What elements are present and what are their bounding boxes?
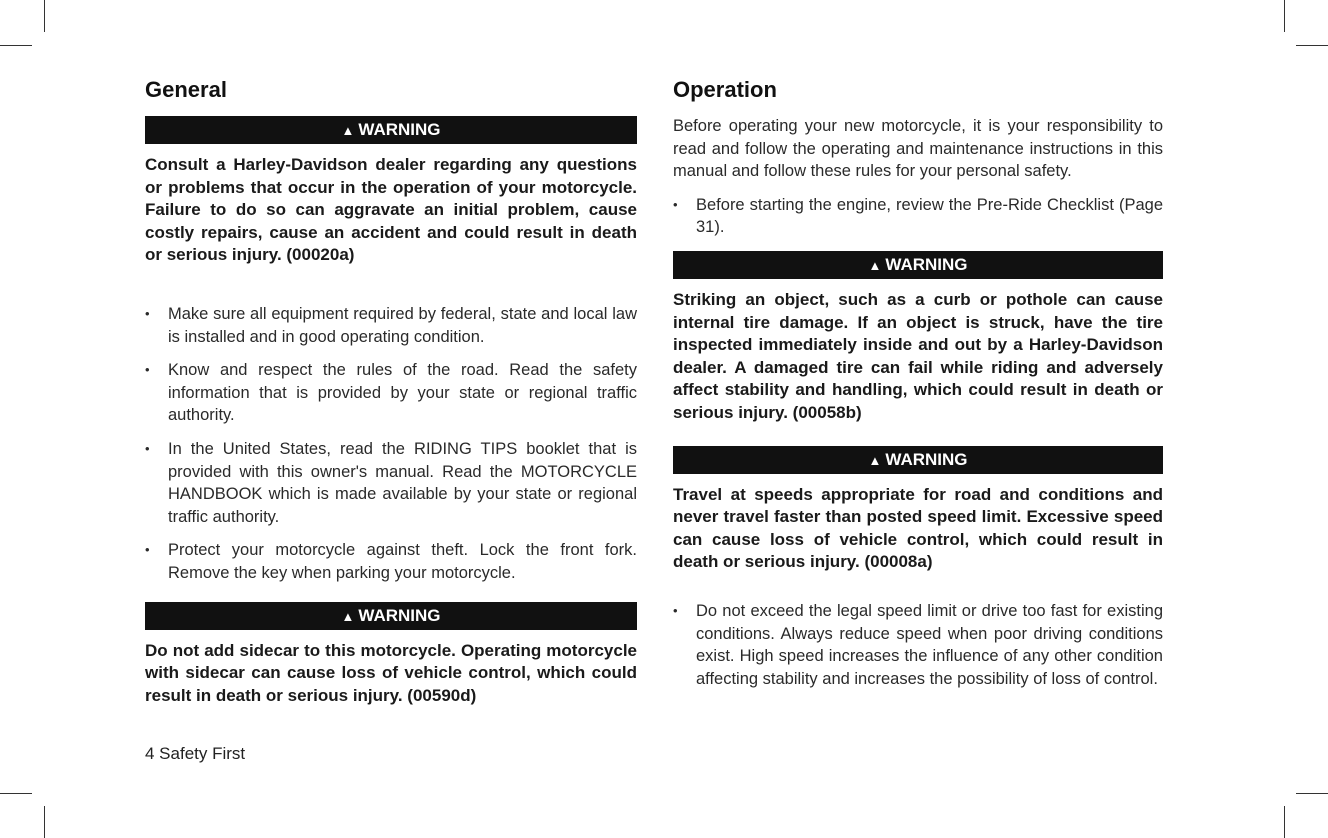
intro-paragraph: Before operating your new motorcycle, it is your responsibility to read and follow the operating and maintenance instructions in this manual and follow these rules for your personal safety. [673,117,1163,181]
list-item: • Know and respect the rules of the road. Read the safety information that is provided by your state or regional traffic authority. [145,359,637,427]
section-heading: Operation [673,77,777,102]
list-item: • Protect your motorcycle against theft. Lock the front fork. Remove the key when parking your motorcycle. [145,539,637,584]
section-heading: General [145,77,227,102]
crop-mark [44,806,45,838]
warning-banner: ▲ WARNING [145,116,637,144]
list-item: • Make sure all equipment required by federal, state and local law is installed and in good operating condition. [145,303,637,348]
general-section [145,76,637,707]
list-item: • In the United States, read the RIDING TIPS booklet that is provided with this owner's manual. Read the MOTORCYCLE HANDBOOK which is made available by your state or regional traffic authority. [145,438,637,528]
crop-mark [1284,806,1285,838]
list-item: • Before starting the engine, review the Pre-Ride Checklist (Page 31). [673,194,1163,239]
bullet-list [145,303,637,585]
bullet-list [673,600,1163,690]
crop-mark [1284,0,1285,32]
warning-text: Travel at speeds appropriate for road and conditions and never travel faster than posted speed limit. Excessive speed can cause loss of vehicle control, which could result in death or serious injury. (00008a) [673,484,1163,572]
crop-mark [0,793,32,794]
warning-banner: ▲ WARNING [145,602,637,630]
warning-banner: ▲ WARNING [673,251,1163,279]
crop-mark [44,0,45,32]
bullet-list [673,194,1163,239]
crop-mark [1296,45,1328,46]
warning-text: Do not add sidecar to this motorcycle. Operating motorcycle with sidecar can cause loss of vehicle control, which could result in death or serious injury. (00590d) [145,640,637,705]
list-item: • Do not exceed the legal speed limit or drive too fast for existing conditions. Always reduce speed when poor driving conditions exist. High speed increases the influence of any other condition affecting stability and increases the possibility of loss of control. [673,600,1163,690]
warning-triangle-icon: ▲ [341,608,355,624]
warning-triangle-icon: ▲ [868,452,882,468]
warning-banner: ▲ WARNING [673,446,1163,474]
crop-mark [1296,793,1328,794]
warning-text: Striking an object, such as a curb or pothole can cause internal tire damage. If an object is struck, have the tire inspected immediately inside and out by a Harley-Davidson dealer. A damaged tire can fail while riding and adversely affect stability and handling, which could result in death or serious injury. (00058b) [673,289,1163,422]
crop-mark [0,45,32,46]
warning-text: Consult a Harley-Davidson dealer regarding any questions or problems that occur in the operation of your motorcycle. Failure to do so can aggravate an initial problem, cause costly repairs, cause an accident and could result in death or serious injury. (00020a) [145,155,637,265]
operation-section [673,76,1163,690]
warning-triangle-icon: ▲ [341,123,355,138]
page-footer: 4 Safety First [145,744,246,763]
warning-triangle-icon: ▲ [868,257,882,273]
